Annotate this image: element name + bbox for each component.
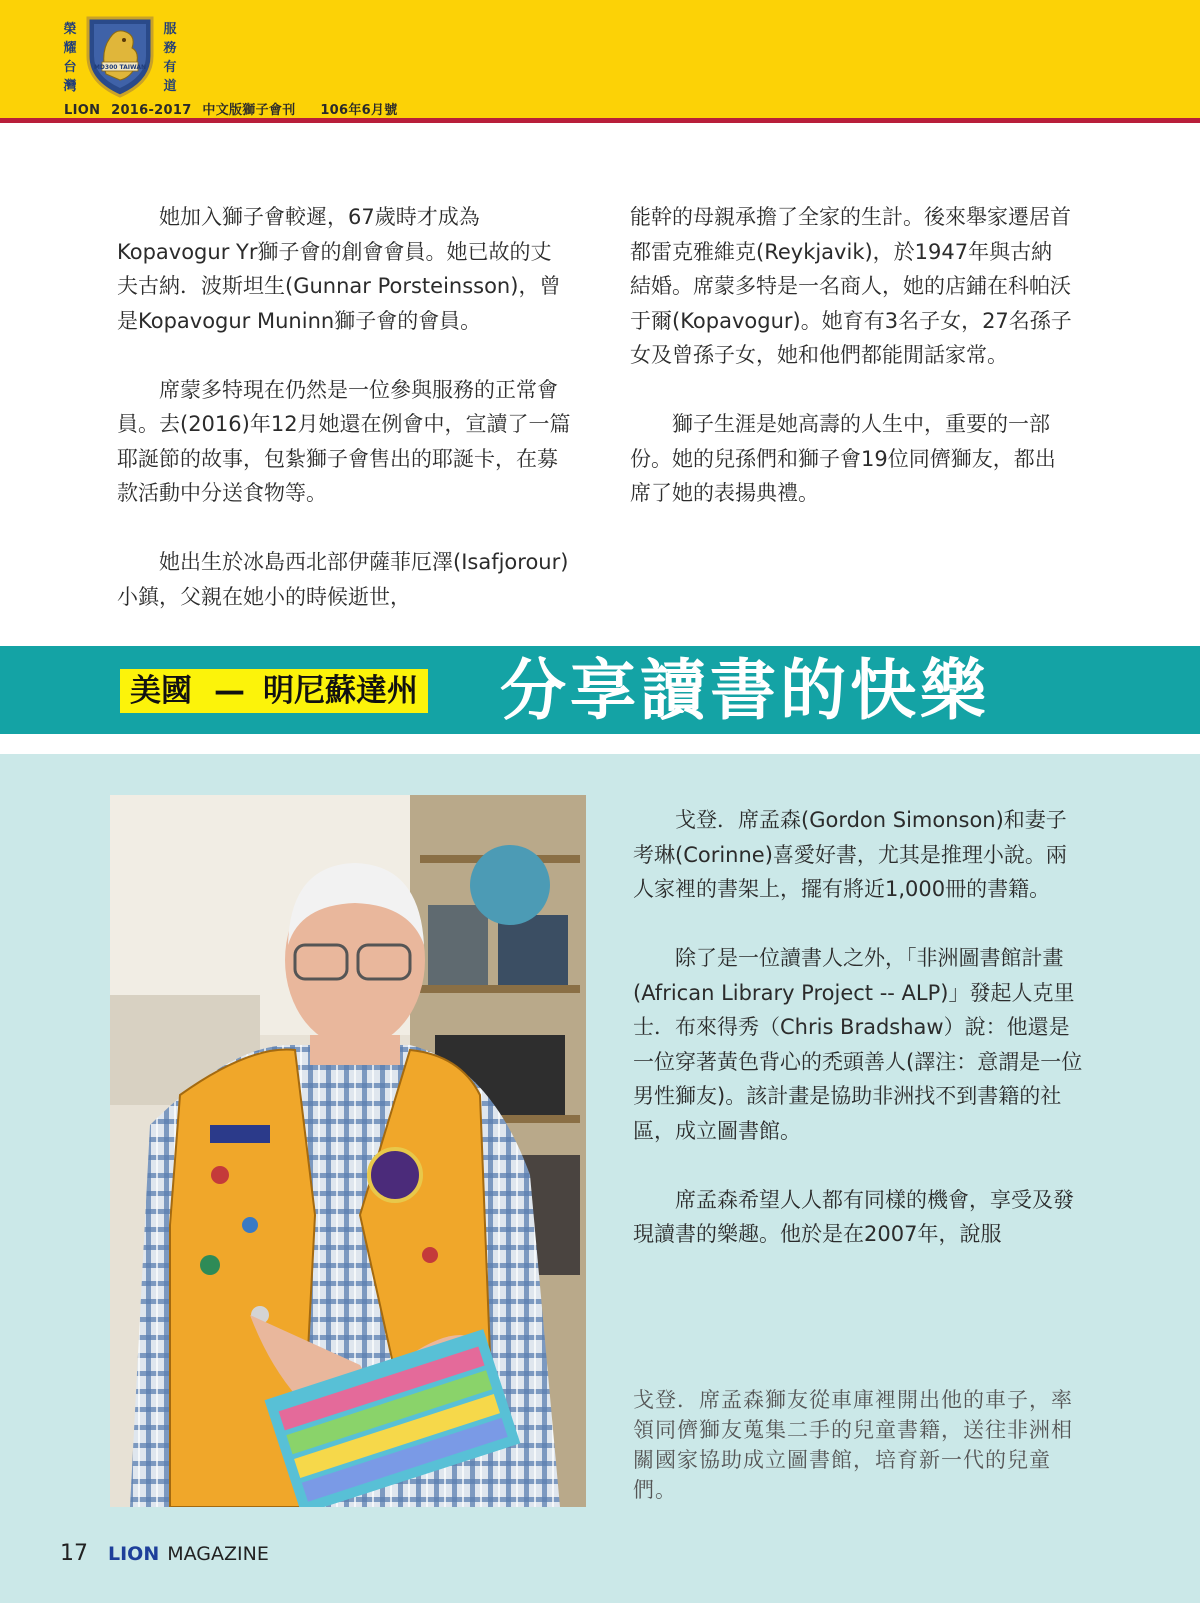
region-state: 明尼蘇達州 bbox=[263, 673, 418, 709]
slogan-char: 服 bbox=[163, 22, 177, 37]
page-number: 17 bbox=[60, 1541, 88, 1566]
slogan-char: 榮 bbox=[63, 22, 77, 37]
masthead-logo bbox=[58, 10, 188, 96]
article-top-right-column bbox=[630, 200, 1073, 545]
lions-emblem-icon bbox=[80, 12, 160, 98]
slogan-char: 有 bbox=[163, 60, 177, 75]
header-rule bbox=[0, 118, 1200, 123]
slogan-char: 耀 bbox=[63, 41, 77, 56]
paragraph: 席孟森希望人人都有同樣的機會，享受及發現讀書的樂趣。他於是在2007年，說服 bbox=[633, 1187, 1074, 1246]
paragraph: 她出生於冰島西北部伊薩菲厄澤(Isafjorour)小鎮，父親在她小的時候逝世， bbox=[117, 550, 569, 609]
issue-line bbox=[64, 99, 404, 118]
issue-title: 中文版獅子會刊 bbox=[202, 103, 296, 118]
photo-caption: 戈登．席孟森獅友從車庫裡開出他的車子，率領同儕獅友蒐集二手的兒童書籍，送往非洲相關國家協助成立圖書館，培育新一代的兒童們。 bbox=[633, 1388, 1073, 1502]
paragraph: 席蒙多特現在仍然是一位參與服務的正常會員。去(2016)年12月她還在例會中，宣讀了一篇耶誕節的故事，包紮獅子會售出的耶誕卡，在募款活動中分送食物等。 bbox=[117, 377, 571, 505]
slogan-right bbox=[162, 20, 178, 96]
slogan-char: 務 bbox=[163, 41, 177, 56]
issue-brand: LION bbox=[64, 103, 101, 118]
section-title: 分享讀書的快樂 bbox=[500, 652, 990, 729]
issue-month: 106年6月號 bbox=[320, 103, 398, 118]
paragraph: 她加入獅子會較遲，67歲時才成為Kopavogur Yr獅子會的創會會員。她已故的丈夫古納．波斯坦生(Gunnar Porsteinsson)，曾是Kopavogur Muninn獅子會的會員。 bbox=[117, 205, 561, 333]
paragraph: 能幹的母親承擔了全家的生計。後來舉家遷居首都雷克雅維克(Reykjavik)，於1947年與古納結婚。席蒙多特是一名商人，她的店鋪在科帕沃于爾(Kopavogur)。她育有3名子女，27名孫子女及曾孫子女，她和他們都能閒話家常。 bbox=[630, 205, 1072, 367]
issue-years: 2016-2017 bbox=[111, 103, 192, 118]
slogan-char: 灣 bbox=[63, 79, 77, 94]
article-top-left-column bbox=[117, 200, 572, 649]
footer-brand: LION bbox=[108, 1543, 160, 1565]
region-separator: — bbox=[214, 673, 245, 709]
header-band bbox=[0, 0, 1200, 118]
region-country: 美國 bbox=[130, 673, 192, 709]
paragraph: 除了是一位讀書人之外，「非洲圖書館計畫(African Library Project -- ALP)」發起人克里士．布來得秀（Chris Bradshaw）說：他還是一位穿著黃色背心的禿頭善人(譯注：意謂是一位男性獅友)。該計畫是協助非洲找不到書籍的社區，成立圖書館。 bbox=[633, 946, 1083, 1143]
slogan-left bbox=[62, 20, 78, 96]
section-banner bbox=[0, 646, 1200, 734]
emblem-text: MD300 TAIWAN bbox=[93, 64, 147, 71]
footer-magazine: MAGAZINE bbox=[167, 1543, 269, 1565]
photo-man-holding-books bbox=[110, 795, 586, 1507]
paragraph: 獅子生涯是她高壽的人生中，重要的一部份。她的兒孫們和獅子會19位同儕獅友，都出席了她的表揚典禮。 bbox=[630, 412, 1056, 505]
slogan-char: 台 bbox=[63, 60, 77, 75]
article-photo bbox=[110, 795, 586, 1507]
article-bottom-column bbox=[633, 803, 1085, 1286]
slogan-char: 道 bbox=[163, 79, 177, 94]
paragraph: 戈登．席孟森(Gordon Simonson)和妻子考琳(Corinne)喜愛好書，尤其是推理小說。兩人家裡的書架上，擺有將近1,000冊的書籍。 bbox=[633, 808, 1067, 901]
page-footer bbox=[60, 1541, 269, 1566]
region-tag bbox=[120, 669, 428, 713]
